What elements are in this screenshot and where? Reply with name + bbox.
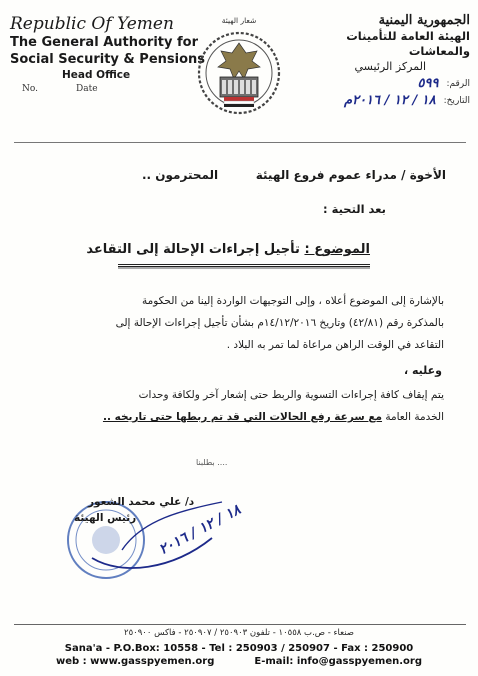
paragraph-2-line-2-b: مع سرعة رفع الحالات التي قد تم ربطها حتى تاريخه .. <box>102 411 383 423</box>
signature-block <box>74 494 194 526</box>
subject-line <box>86 238 370 267</box>
footer-web-email <box>0 656 478 667</box>
paragraph-1 <box>34 290 444 356</box>
respected-salutation: المحترمون .. <box>142 168 219 182</box>
ar-date-value: ١٨ / ١٢ / ٢٠١٦م <box>344 93 436 108</box>
small-stamp-text: بطلبنا .... <box>196 458 228 467</box>
subject-text-wrap <box>86 242 370 257</box>
en-head-office: Head Office <box>62 69 131 81</box>
ar-ref-label: الرقم: <box>446 78 470 89</box>
addressee: الأخوة / مدراء عموم فروع الهيئة <box>255 168 446 182</box>
paragraph-2-line-2-a: الخدمة العامة <box>385 411 444 423</box>
authority-crest <box>196 16 282 123</box>
paragraph-2-line-2 <box>34 406 444 428</box>
ar-date-label: التاريخ: <box>443 95 470 106</box>
arabic-letterhead <box>290 12 470 108</box>
crest-emblem-icon <box>196 27 282 119</box>
subject-label: الموضوع : <box>304 242 370 257</box>
en-no-label: No. <box>22 84 38 94</box>
paragraph-1-line-3: التقاعد في الوقت الراهن مراعاة لما تمر به البلاد . <box>226 339 444 351</box>
header-divider <box>14 142 466 143</box>
signatory-name: د/ علي محمد الشعور <box>87 496 195 508</box>
signatory-title: رئيس الهيئة <box>74 512 137 524</box>
ar-republic: الجمهورية اليمنية <box>378 13 470 28</box>
en-republic: Republic Of Yemen <box>10 14 174 34</box>
crest-caption: شعار الهيئة <box>221 16 257 25</box>
greeting: بعد التحية : <box>323 202 386 216</box>
subject-text: تأجيل إجراءات الإحالة إلى التقاعد <box>86 242 300 257</box>
english-letterhead <box>10 14 206 94</box>
footer-website: web : www.gasspyemen.org <box>56 656 215 667</box>
footer-english-contacts: Sana'a - P.O.Box: 10558 - Tel : 250903 / 250907 - Fax : 250900 <box>64 643 414 654</box>
footer-email: E-mail: info@gasspyemen.org <box>254 656 422 667</box>
en-ref-fields <box>10 84 200 94</box>
en-authority-line2: Social Security & Pensions <box>10 52 206 67</box>
paragraph-1-line-1: بالإشارة إلى الموضوع أعلاه ، وإلى التوجيهات الواردة إلينا من الحكومة <box>141 295 444 307</box>
ar-ref-row <box>290 76 470 91</box>
paragraph-2-line-1: يتم إيقاف كافة إجراءات التسوية والربط حتى إشعار آخر ولكافة وحدات <box>138 389 444 401</box>
en-authority-line1: The General Authority for <box>10 35 198 50</box>
ar-authority: الهيئة العامة للتأمينات والمعاشات <box>346 29 470 58</box>
ar-date-row <box>290 93 470 108</box>
ar-head-office: المركز الرئيسي <box>354 60 426 73</box>
footer-divider <box>14 624 466 625</box>
paragraph-1-line-2: بالمذكرة رقم (٤٢/٨١) وتاريخ ١٤/١٢/٢٠١٦م بشأن تأجيل إجراءات الإحالة إلى <box>115 317 444 329</box>
paragraph-2 <box>34 384 444 428</box>
en-date-label: Date <box>76 84 98 94</box>
ar-ref-value: ٥٩٩ <box>417 76 439 91</box>
and-so-heading: وعليه ، <box>403 364 442 377</box>
footer-arabic-contacts: صنعاء - ص.ب ١٠٥٥٨ - تلفون ٢٥٠٩٠٣ / ٢٥٠٩٠٧ - فاكس ٢٥٠٩٠٠ <box>124 628 354 638</box>
handwritten-date: ١٨ / ١٢ / ٢٠١٦ <box>156 501 244 559</box>
